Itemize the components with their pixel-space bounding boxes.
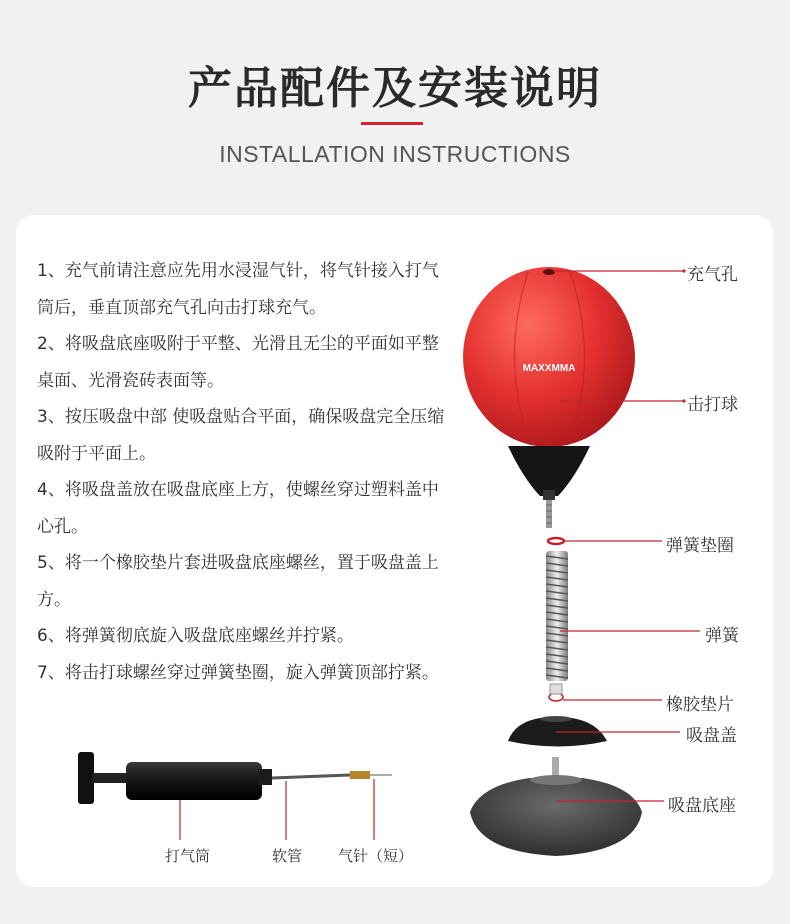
step-7: 7、将击打球螺丝穿过弹簧垫圈，旋入弹簧顶部拧紧。: [37, 662, 439, 683]
label-needle: 气针（短）: [338, 847, 414, 865]
label-suction-cover: 吸盘盖: [686, 726, 737, 746]
brand-logo: MAXXMMA: [522, 363, 576, 374]
spring-washer: [548, 538, 564, 544]
page-subtitle: INSTALLATION INSTRUCTIONS: [219, 141, 571, 167]
step-1: 1、充气前请注意应先用水浸湿气针，将气针接入打气筒后，垂直顶部充气孔向击打球充气。: [37, 261, 439, 318]
suction-base: [470, 757, 642, 856]
label-spring: 弹簧: [705, 626, 739, 646]
step-2: 2、将吸盘底座吸附于平整、光滑且无尘的平面如平整桌面、光滑瓷砖表面等。: [37, 334, 439, 391]
label-hose: 软管: [272, 847, 303, 865]
step-6: 6、将弹簧彻底旋入吸盘底座螺丝并拧紧。: [37, 626, 354, 646]
step-5: 5、将一个橡胶垫片套进吸盘底座螺丝，置于吸盘盖上方。: [37, 553, 439, 610]
spring: [546, 551, 568, 681]
label-punch-ball: 击打球: [687, 395, 738, 415]
label-suction-base: 吸盘底座: [668, 796, 736, 816]
label-pump: 打气筒: [165, 847, 211, 865]
rubber-gasket: [549, 684, 563, 701]
page-title: 产品配件及安装说明: [188, 63, 602, 114]
label-spring-washer: 弹簧垫圈: [666, 536, 734, 556]
step-3: 3、按压吸盘中部 使吸盘贴合平面，确保吸盘完全压缩吸附于平面上。: [37, 407, 445, 464]
air-pump: [78, 752, 392, 804]
step-4: 4、将吸盘盖放在吸盘底座上方，使螺丝穿过塑料盖中心孔。: [37, 480, 439, 537]
suction-cover: [508, 716, 607, 747]
punch-ball: [463, 267, 635, 528]
label-inflation-hole: 充气孔: [687, 265, 738, 285]
label-rubber-gasket: 橡胶垫片: [666, 695, 734, 715]
